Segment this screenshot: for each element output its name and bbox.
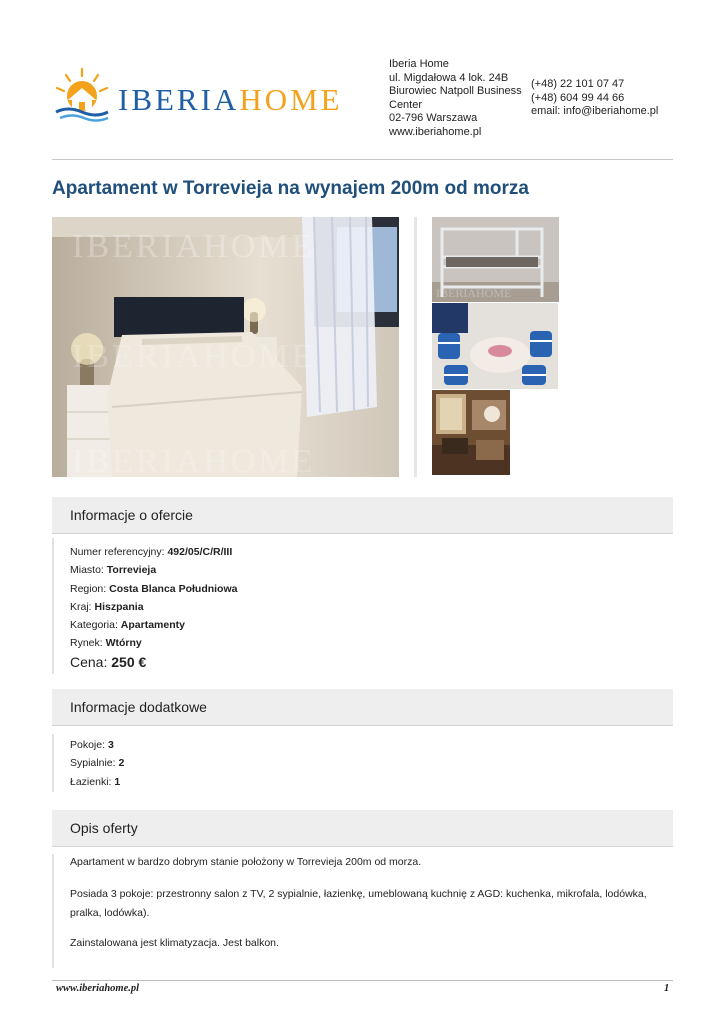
logo-emblem	[52, 66, 112, 122]
field-reference: Numer referencyjny: 492/05/C/R/III	[70, 546, 233, 558]
svg-text:IBERIAHOME: IBERIAHOME	[72, 443, 316, 477]
field-region: Region: Costa Blanca Południowa	[70, 583, 238, 595]
section-header-extra	[52, 689, 673, 726]
phone-2[interactable]: (+48) 604 99 44 66	[531, 91, 625, 104]
price: Cena: 250 €	[70, 654, 147, 670]
description-paragraph: Zainstalowana jest klimatyzacja. Jest balkon.	[70, 937, 279, 949]
page-number: 1	[664, 983, 670, 994]
main-photo[interactable]	[52, 217, 399, 477]
company-building: Biurowiec Natpoll Business Center	[389, 85, 522, 111]
section-bar	[52, 538, 54, 674]
section-header-offer	[52, 497, 673, 534]
field-country: Kraj: Hiszpania	[70, 601, 144, 613]
header-divider	[52, 159, 673, 160]
field-bathrooms: Łazienki: 1	[70, 776, 121, 788]
section-header-description	[52, 810, 673, 847]
field-market: Rynek: Wtórny	[70, 637, 142, 649]
company-address	[389, 58, 529, 139]
footer-divider	[52, 980, 673, 981]
svg-text:IBERIAHOME: IBERIAHOME	[72, 228, 316, 265]
svg-text:IBERIAHOME: IBERIAHOME	[72, 338, 316, 375]
thumbnail-photo[interactable]	[432, 303, 558, 389]
section-bar	[52, 854, 54, 968]
photo-divider	[414, 217, 417, 477]
footer-url[interactable]: www.iberiahome.pl	[56, 983, 140, 994]
thumbnail-photo[interactable]	[432, 390, 510, 475]
page-title: Apartament w Torrevieja na wynajem 200m od morza	[52, 178, 529, 199]
description-paragraph: Posiada 3 pokoje: przestronny salon z TV, 2 sypialnie, łazienkę, umeblowaną kuchnię z AGD: kuchenka, mikrofala, lodówka, pralka, lodówka).	[70, 888, 647, 919]
logo-wordmark: IBERIAHOME	[118, 82, 343, 117]
phone-1[interactable]: (+48) 22 101 07 47	[531, 78, 625, 90]
company-street: ul. Migdałowa 4 lok. 24B	[389, 71, 509, 84]
section-title: Informacje dodatkowe	[70, 699, 207, 715]
company-name: Iberia Home	[389, 58, 449, 70]
company-website[interactable]: www.iberiahome.pl	[389, 125, 482, 138]
field-category: Kategoria: Apartamenty	[70, 619, 185, 631]
section-title: Informacje o ofercie	[70, 507, 193, 523]
field-city: Miasto: Torrevieja	[70, 564, 157, 576]
thumbnail-photo[interactable]	[432, 217, 559, 302]
description-paragraph: Apartament w bardzo dobrym stanie położony w Torrevieja 200m od morza.	[70, 856, 422, 868]
field-rooms: Pokoje: 3	[70, 739, 114, 751]
field-bedrooms: Sypialnie: 2	[70, 757, 125, 769]
svg-text:IBERIAHOME: IBERIAHOME	[436, 286, 512, 300]
email[interactable]: email: info@iberiahome.pl	[531, 105, 659, 117]
section-title: Opis oferty	[70, 820, 138, 836]
company-contact	[531, 78, 658, 119]
section-bar	[52, 734, 54, 792]
company-city: 02-796 Warszawa	[389, 112, 478, 124]
